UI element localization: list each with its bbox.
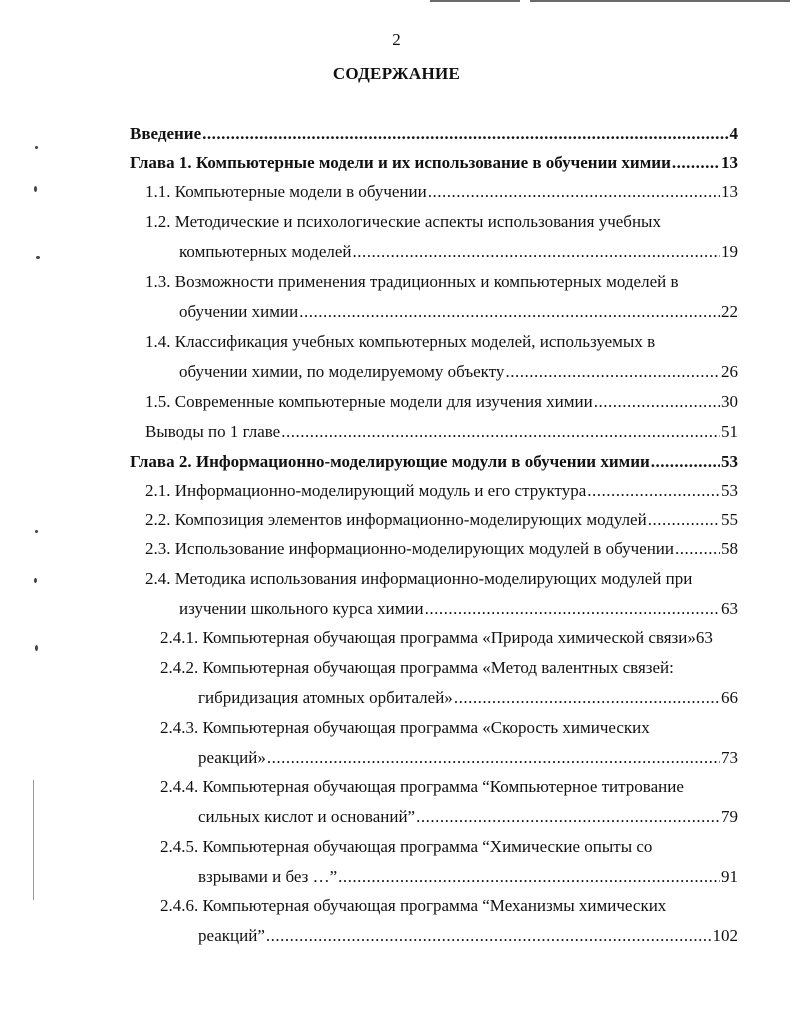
toc-entry-title: 1.2. Методические и психологические аспекты использования учебных bbox=[145, 212, 661, 231]
toc-entry-title-continued: обучении химии, по моделируемому объекту bbox=[179, 362, 505, 381]
toc-entry-2-1[interactable] bbox=[145, 481, 738, 501]
leader-dots bbox=[672, 153, 720, 173]
toc-entry-2-4[interactable] bbox=[145, 569, 738, 619]
toc-page-number: 63 bbox=[721, 599, 738, 618]
leader-dots bbox=[454, 688, 720, 708]
toc-entry-title: Введение bbox=[130, 124, 202, 143]
toc-page-number: 19 bbox=[721, 242, 738, 261]
toc-entry-1-4[interactable] bbox=[145, 332, 738, 382]
scan-edge-line bbox=[430, 0, 520, 2]
leader-dots bbox=[428, 182, 720, 202]
toc-entry-title: 1.3. Возможности применения традиционных и компьютерных моделей в bbox=[145, 272, 679, 291]
leader-dots bbox=[299, 302, 720, 322]
toc-entry-title-continued: реакций» bbox=[198, 748, 266, 767]
toc-entry-title: Глава 1. Компьютерные модели и их использование в обучении химии bbox=[130, 153, 671, 172]
leader-dots bbox=[587, 481, 720, 501]
toc-entry-title: 2.4.5. Компьютерная обучающая программа “Химические опыты со bbox=[160, 837, 653, 856]
leader-dots bbox=[505, 362, 720, 382]
leader-dots bbox=[425, 599, 720, 619]
toc-entry-title-continued: реакций” bbox=[198, 926, 265, 945]
toc-entry-conclusions-1[interactable] bbox=[145, 422, 738, 442]
scan-speck bbox=[36, 256, 40, 259]
toc-page-number: 13 bbox=[721, 153, 738, 172]
toc-entry-chapter-2[interactable] bbox=[130, 452, 738, 472]
scan-speck bbox=[35, 530, 38, 533]
toc-entry-1-2[interactable] bbox=[145, 212, 738, 262]
leader-dots bbox=[353, 242, 721, 262]
toc-page-number: 53 bbox=[721, 481, 738, 500]
toc-entry-title: 2.4.1. Компьютерная обучающая программа «Природа химической связи» bbox=[160, 628, 696, 647]
toc-page-number: 13 bbox=[721, 182, 738, 201]
toc-entry-title: 1.5. Современные компьютерные модели для изучения химии bbox=[145, 392, 593, 411]
toc-page-number: 26 bbox=[721, 362, 738, 381]
toc-entry-2-4-2[interactable] bbox=[160, 658, 738, 708]
toc-page-number: 30 bbox=[721, 392, 738, 411]
toc-page-number: 73 bbox=[721, 748, 738, 767]
leader-dots bbox=[416, 807, 720, 827]
toc-page-number: 66 bbox=[721, 688, 738, 707]
toc-entry-title-continued: гибридизация атомных орбиталей» bbox=[198, 688, 453, 707]
scan-speck bbox=[35, 645, 38, 651]
toc-entry-title: 2.4.2. Компьютерная обучающая программа «Метод валентных связей: bbox=[160, 658, 674, 677]
toc-entry-title: Глава 2. Информационно-моделирующие модули в обучении химии bbox=[130, 452, 650, 471]
toc-entry-1-1[interactable] bbox=[145, 182, 738, 202]
toc-page-number: 79 bbox=[721, 807, 738, 826]
toc-entry-title: 2.4.3. Компьютерная обучающая программа «Скорость химических bbox=[160, 718, 650, 737]
leader-dots bbox=[281, 422, 720, 442]
toc-entry-title-continued: взрывами и без …” bbox=[198, 867, 338, 886]
toc-page-number: 4 bbox=[729, 124, 738, 143]
leader-dots bbox=[267, 748, 720, 768]
toc-entry-title: Выводы по 1 главе bbox=[145, 422, 281, 441]
toc-entry-title: 2.4.6. Компьютерная обучающая программа “Механизмы химических bbox=[160, 896, 667, 915]
toc-page-number: 102 bbox=[712, 926, 738, 945]
toc-page-number: 63 bbox=[695, 628, 713, 647]
scan-speck bbox=[35, 146, 38, 149]
leader-dots bbox=[202, 124, 728, 144]
toc-page-number: 53 bbox=[721, 452, 738, 471]
toc-entry-2-4-4[interactable] bbox=[160, 777, 738, 827]
page-title: СОДЕРЖАНИЕ bbox=[332, 64, 461, 83]
toc-entry-title: 1.4. Классификация учебных компьютерных моделей, используемых в bbox=[145, 332, 656, 351]
toc-entry-title: 1.1. Компьютерные модели в обучении bbox=[145, 182, 427, 201]
toc-entry-title-continued: компьютерных моделей bbox=[179, 242, 352, 261]
scan-speck bbox=[34, 578, 37, 583]
leader-dots bbox=[648, 510, 720, 530]
toc-entry-1-5[interactable] bbox=[145, 392, 738, 412]
toc-entry-title: 2.4.4. Компьютерная обучающая программа “Компьютерное титрование bbox=[160, 777, 684, 796]
leader-dots bbox=[594, 392, 720, 412]
toc-entry-2-4-1[interactable] bbox=[160, 628, 738, 648]
toc-entry-title: 2.2. Композиция элементов информационно-моделирующих модулей bbox=[145, 510, 647, 529]
toc-page-number: 51 bbox=[721, 422, 738, 441]
toc-entry-2-2[interactable] bbox=[145, 510, 738, 530]
leader-dots bbox=[266, 926, 712, 946]
leader-dots bbox=[338, 867, 720, 887]
toc-entry-title-continued: обучении химии bbox=[179, 302, 299, 321]
scan-speck bbox=[34, 186, 37, 192]
toc-entry-title: 2.1. Информационно-моделирующий модуль и его структура bbox=[145, 481, 587, 500]
page-number: 2 bbox=[392, 30, 401, 49]
toc-entry-2-3[interactable] bbox=[145, 539, 738, 559]
toc-entry-introduction[interactable] bbox=[130, 124, 738, 144]
toc-entry-title-continued: сильных кислот и оснований” bbox=[198, 807, 416, 826]
toc-entry-2-4-6[interactable] bbox=[160, 896, 738, 946]
toc-page-number: 55 bbox=[721, 510, 738, 529]
toc-page-number: 22 bbox=[721, 302, 738, 321]
leader-dots bbox=[651, 452, 720, 472]
toc-page-number: 91 bbox=[721, 867, 738, 886]
scan-edge-line bbox=[530, 0, 790, 2]
toc-entry-2-4-5[interactable] bbox=[160, 837, 738, 887]
toc-entry-2-4-3[interactable] bbox=[160, 718, 738, 768]
toc-entry-title: 2.4. Методика использования информационно-моделирующих модулей при bbox=[145, 569, 693, 588]
toc-entry-title-continued: изучении школьного курса химии bbox=[179, 599, 424, 618]
scan-edge-bar bbox=[33, 780, 34, 900]
toc-entry-1-3[interactable] bbox=[145, 272, 738, 322]
leader-dots bbox=[675, 539, 720, 559]
toc-page-number: 58 bbox=[721, 539, 738, 558]
toc-entry-title: 2.3. Использование информационно-моделирующих модулей в обучении bbox=[145, 539, 675, 558]
toc-entry-chapter-1[interactable] bbox=[130, 153, 738, 173]
